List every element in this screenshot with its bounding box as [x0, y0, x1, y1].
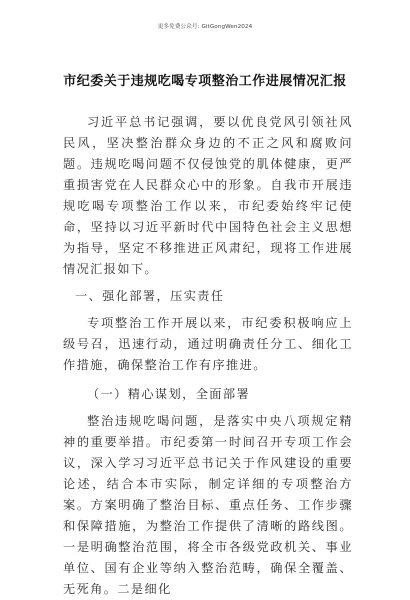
header-note: 更多免费公众号: GitGongWen2024: [157, 24, 253, 30]
section-heading: 一、强化部署，压实责任: [75, 289, 225, 303]
document-body: [63, 112, 353, 600]
subsection-paragraph: 整治违规吃喝问题，是落实中央八项规定精神的重要举措。市纪委第一时间召开专项工作会议，深入学习习近平总书记关于作风建设的重要论述，结合本市实际，制定详细的专项整治方案。方案明确了整治目标、重点任务、工作步骤和保障措施，为整治工作提供了清晰的路线图。一是明确整治范围，将全市各级党政机关、事业单位、国有企业等纳入整治范畴，确保全覆盖、无死角。二是细化: [63, 414, 353, 596]
intro-paragraph: 习近平总书记强调，要以优良党风引领社风民风，坚决整治群众身边的不正之风和腐败问题。违规吃喝问题不仅侵蚀党的肌体健康，更严重损害党在人民群众心中的形象。自我市开展违规吃喝专项整治工作以来，市纪委始终牢记使命，坚持以习近平新时代中国特色社会主义思想为指导，坚定不移推进正风肃纪，现将工作进展情况汇报如下。: [63, 115, 353, 276]
document-title: 市纪委关于违规吃喝专项整治工作进展情况汇报: [63, 74, 347, 89]
subsection-heading: （一）精心谋划，全面部署: [87, 387, 251, 401]
section-paragraph: 专项整治工作开展以来，市纪委积极响应上级号召，迅速行动，通过明确责任分工、细化工作措施，确保整治工作有序推进。: [63, 316, 353, 372]
